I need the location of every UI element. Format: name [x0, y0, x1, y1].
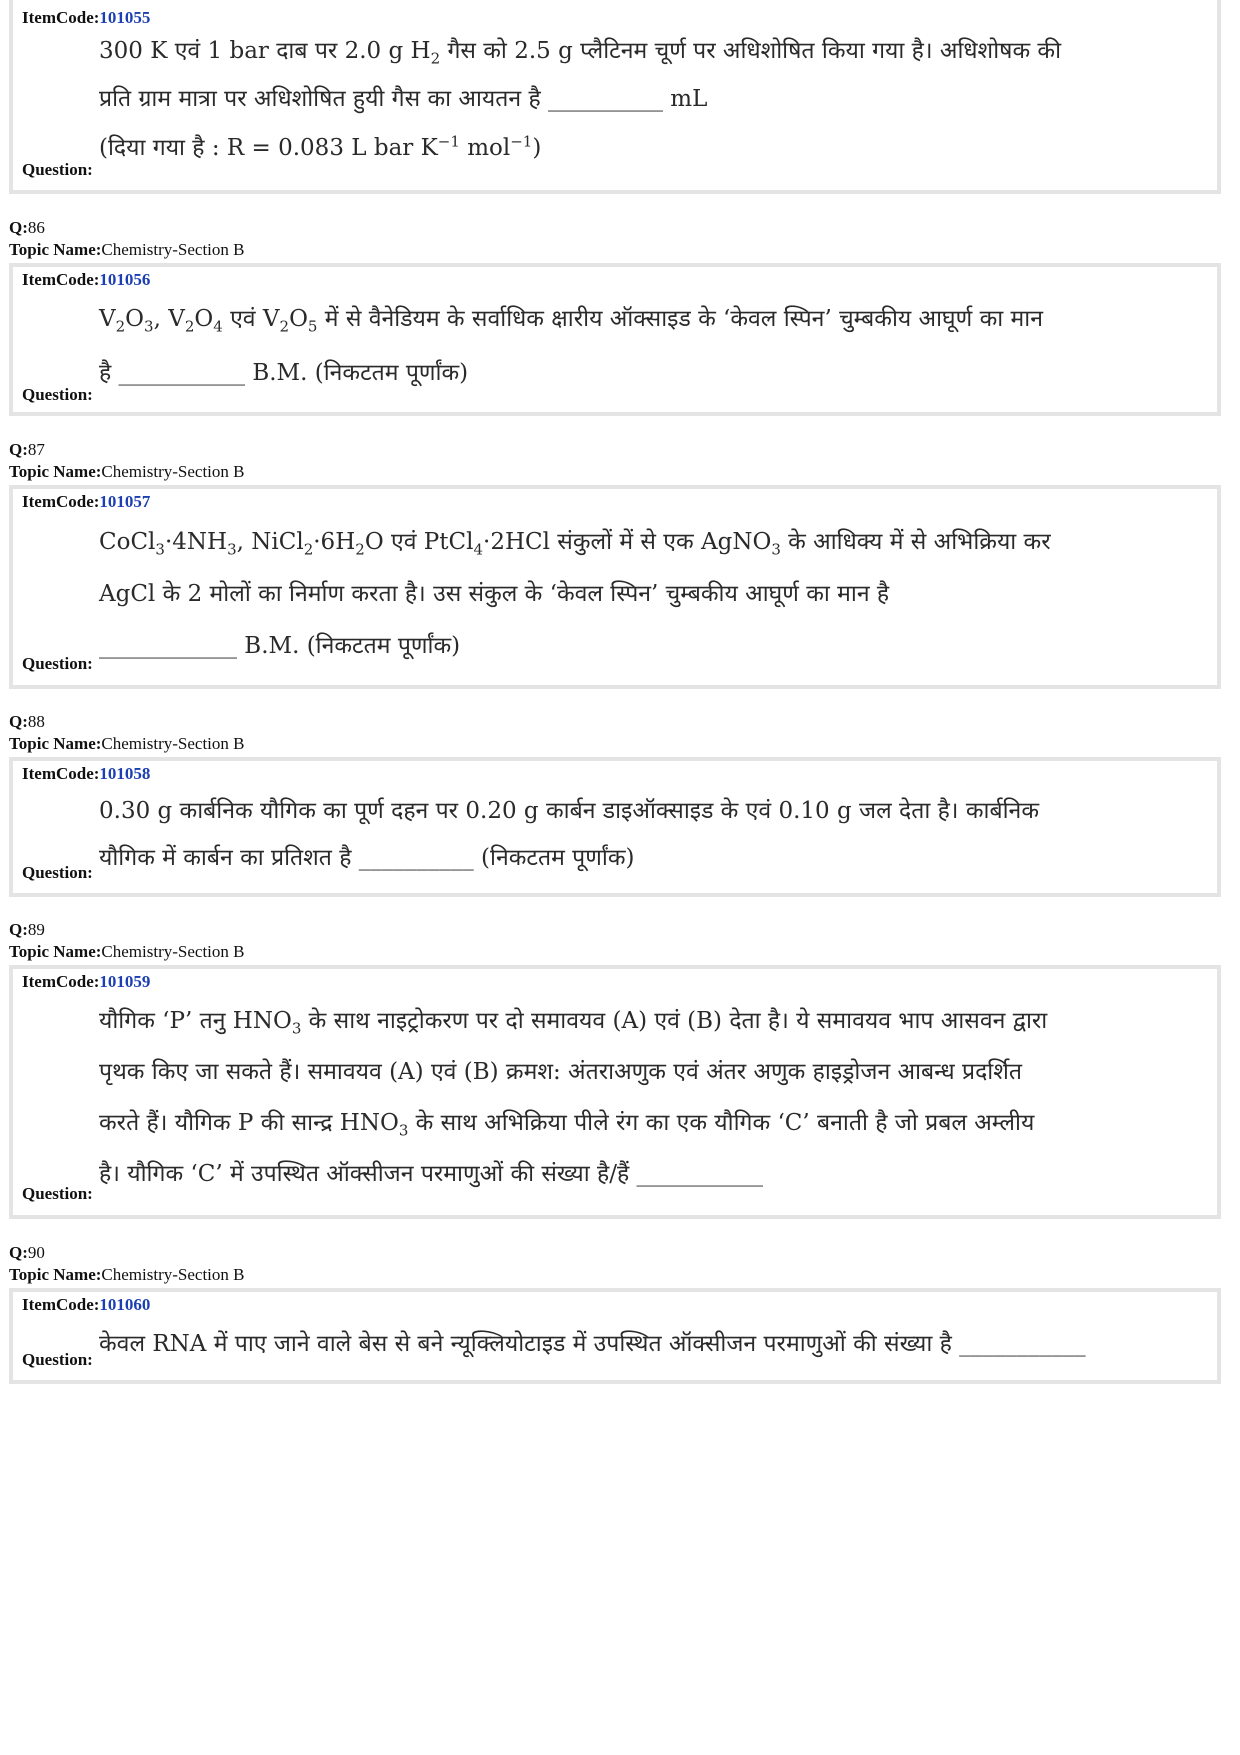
item-code-row — [22, 8, 150, 28]
item-code-label: ItemCode: — [22, 972, 100, 991]
question-text: में से वैनेडियम के सर्वाधिक क्षारीय ऑक्साइड के ‘केवल स्पिन’ चुम्बकीय आघूर्ण का मान — [317, 306, 1044, 332]
question-number: 90 — [27, 1243, 45, 1262]
question-label: Question: — [22, 863, 93, 882]
item-code-label: ItemCode: — [22, 270, 100, 289]
question-line — [99, 1108, 1209, 1138]
q-prefix: Q: — [9, 920, 28, 939]
question-text: गैस को 2.5 g प्लैटिनम चूर्ण पर अधिशोषित किया गया है। अधिशोषक की — [440, 38, 1062, 64]
item-code-value: 101056 — [99, 270, 151, 289]
subscript: 2 — [303, 540, 314, 559]
question-line — [99, 1057, 1209, 1087]
question-text: के साथ अभिक्रिया पीले रंग का एक यौगिक ‘C’ बनाती है जो प्रबल अम्लीय — [408, 1110, 1035, 1136]
question-number-row — [9, 920, 45, 940]
question-text: ·2HCl संकुलों में से एक AgNO — [483, 529, 772, 555]
topic-row — [9, 240, 244, 260]
subscript: 3 — [771, 540, 781, 559]
question-text: ____________ B.M. (निकटतम पूर्णांक) — [99, 633, 461, 659]
question-line — [99, 36, 1209, 66]
topic-row — [9, 734, 244, 754]
topic-prefix: Topic Name: — [9, 942, 102, 961]
question-number-row — [9, 440, 45, 460]
question-line — [99, 1006, 1209, 1036]
item-code-label: ItemCode: — [22, 492, 100, 511]
subscript: 3 — [155, 540, 165, 559]
topic-name: Chemistry-Section B — [101, 462, 245, 481]
subscript: 2 — [279, 317, 290, 336]
question-text: प्रति ग्राम मात्रा पर अधिशोषित हुयी गैस का आयतन है __________ mL — [99, 86, 708, 112]
q-prefix: Q: — [9, 440, 28, 459]
question-number: 87 — [27, 440, 45, 459]
question-text: करते हैं। यौगिक P की सान्द्र HNO — [99, 1110, 399, 1136]
item-code-value: 101058 — [99, 764, 151, 783]
question-text: ) — [532, 135, 542, 161]
question-text: , V — [153, 306, 185, 332]
question-label: Question: — [22, 654, 93, 673]
subscript: 3 — [227, 540, 237, 559]
question-line — [99, 358, 1209, 388]
question-text: AgCl के 2 मोलों का निर्माण करता है। उस संकुल के ‘केवल स्पिन’ चुम्बकीय आघूर्ण का मान है — [99, 581, 890, 607]
question-text: V — [99, 306, 116, 332]
question-number-row — [9, 1243, 45, 1263]
question-text: O — [194, 306, 214, 332]
question-text: 0.30 g कार्बनिक यौगिक का पूर्ण दहन पर 0.20 g कार्बन डाइऑक्साइड के एवं 0.10 g जल देता है। कार्बनिक — [99, 798, 1039, 824]
topic-prefix: Topic Name: — [9, 240, 102, 259]
question-text: के साथ नाइट्रोकरण पर दो समावयव (A) एवं (B) देता है। ये समावयव भाप आसवन द्वारा — [301, 1008, 1048, 1034]
question-card-88 — [9, 757, 1221, 897]
subscript: 4 — [213, 317, 223, 336]
question-text: ·4NH — [164, 529, 228, 555]
q-prefix: Q: — [9, 218, 28, 237]
subscript: 2 — [355, 540, 365, 559]
question-line — [99, 843, 1209, 873]
superscript: −1 — [437, 132, 460, 151]
item-code-value: 101055 — [99, 8, 151, 27]
topic-row — [9, 1265, 244, 1285]
question-line — [99, 527, 1209, 557]
subscript: 2 — [430, 49, 441, 68]
topic-prefix: Topic Name: — [9, 462, 102, 481]
topic-name: Chemistry-Section B — [101, 734, 245, 753]
question-card-90 — [9, 1288, 1221, 1384]
question-number: 88 — [27, 712, 45, 731]
question-label: Question: — [22, 385, 93, 404]
question-card-89 — [9, 965, 1221, 1219]
question-line — [99, 304, 1209, 334]
item-code-label: ItemCode: — [22, 8, 100, 27]
superscript: −1 — [510, 132, 533, 151]
topic-prefix: Topic Name: — [9, 734, 102, 753]
item-code-row — [22, 764, 150, 784]
question-line — [99, 631, 1209, 661]
question-text: , NiCl — [236, 529, 304, 555]
question-text: केवल RNA में पाए जाने वाले बेस से बने न्यूक्लियोटाइड में उपस्थित ऑक्सीजन परमाणुओं की संख्या है ___________ — [99, 1331, 1086, 1357]
question-card-85 — [9, 0, 1221, 194]
question-text: पृथक किए जा सकते हैं। समावयव (A) एवं (B) क्रमश: अंतराअणुक एवं अंतर अणुक हाइड्रोजन आबन्ध प्रदर्शित — [99, 1059, 1022, 1085]
subscript: 3 — [398, 1121, 409, 1140]
question-label: Question: — [22, 160, 93, 179]
question-line — [99, 1329, 1209, 1359]
question-card-87 — [9, 485, 1221, 689]
question-line — [99, 579, 1209, 609]
question-number: 89 — [27, 920, 45, 939]
question-card-86 — [9, 263, 1221, 416]
item-code-value: 101059 — [99, 972, 151, 991]
topic-name: Chemistry-Section B — [101, 240, 245, 259]
item-code-label: ItemCode: — [22, 1295, 100, 1314]
question-text: (दिया गया है : R = 0.083 L bar K — [99, 135, 438, 161]
item-code-value: 101060 — [99, 1295, 151, 1314]
question-number: 86 — [27, 218, 45, 237]
topic-name: Chemistry-Section B — [101, 942, 245, 961]
question-text: mol — [459, 135, 511, 161]
question-text: यौगिक ‘P’ तनु HNO — [99, 1008, 292, 1034]
question-text: एवं V — [222, 306, 280, 332]
subscript: 3 — [291, 1019, 302, 1038]
question-line — [99, 1159, 1209, 1189]
q-prefix: Q: — [9, 712, 28, 731]
question-line — [99, 133, 1209, 163]
question-label: Question: — [22, 1184, 93, 1203]
question-line — [99, 796, 1209, 826]
question-text: O — [125, 306, 145, 332]
topic-name: Chemistry-Section B — [101, 1265, 245, 1284]
topic-row — [9, 942, 244, 962]
item-code-label: ItemCode: — [22, 764, 100, 783]
subscript: 3 — [144, 317, 154, 336]
question-text: O एवं PtCl — [364, 529, 474, 555]
item-code-value: 101057 — [99, 492, 151, 511]
question-number-row — [9, 712, 45, 732]
question-text: यौगिक में कार्बन का प्रतिशत है __________ (निकटतम पूर्णांक) — [99, 845, 635, 871]
item-code-row — [22, 270, 150, 290]
question-text: 300 K एवं 1 bar दाब पर 2.0 g H — [99, 38, 431, 64]
question-text: O — [289, 306, 308, 332]
subscript: 5 — [307, 317, 318, 336]
question-text: के आधिक्य में से अभिक्रिया कर — [780, 529, 1051, 555]
question-line — [99, 84, 1209, 114]
question-number-row — [9, 218, 45, 238]
topic-prefix: Topic Name: — [9, 1265, 102, 1284]
item-code-row — [22, 1295, 150, 1315]
question-text: CoCl — [99, 529, 156, 555]
subscript: 2 — [184, 317, 195, 336]
question-text: है। यौगिक ‘C’ में उपस्थित ऑक्सीजन परमाणुओं की संख्या है/हैं ___________ — [99, 1161, 763, 1187]
question-label: Question: — [22, 1350, 93, 1369]
question-text: ·6H — [313, 529, 356, 555]
question-text: है ___________ B.M. (निकटतम पूर्णांक) — [99, 360, 469, 386]
item-code-row — [22, 492, 150, 512]
topic-row — [9, 462, 244, 482]
subscript: 2 — [115, 317, 126, 336]
item-code-row — [22, 972, 150, 992]
subscript: 4 — [473, 540, 484, 559]
q-prefix: Q: — [9, 1243, 28, 1262]
